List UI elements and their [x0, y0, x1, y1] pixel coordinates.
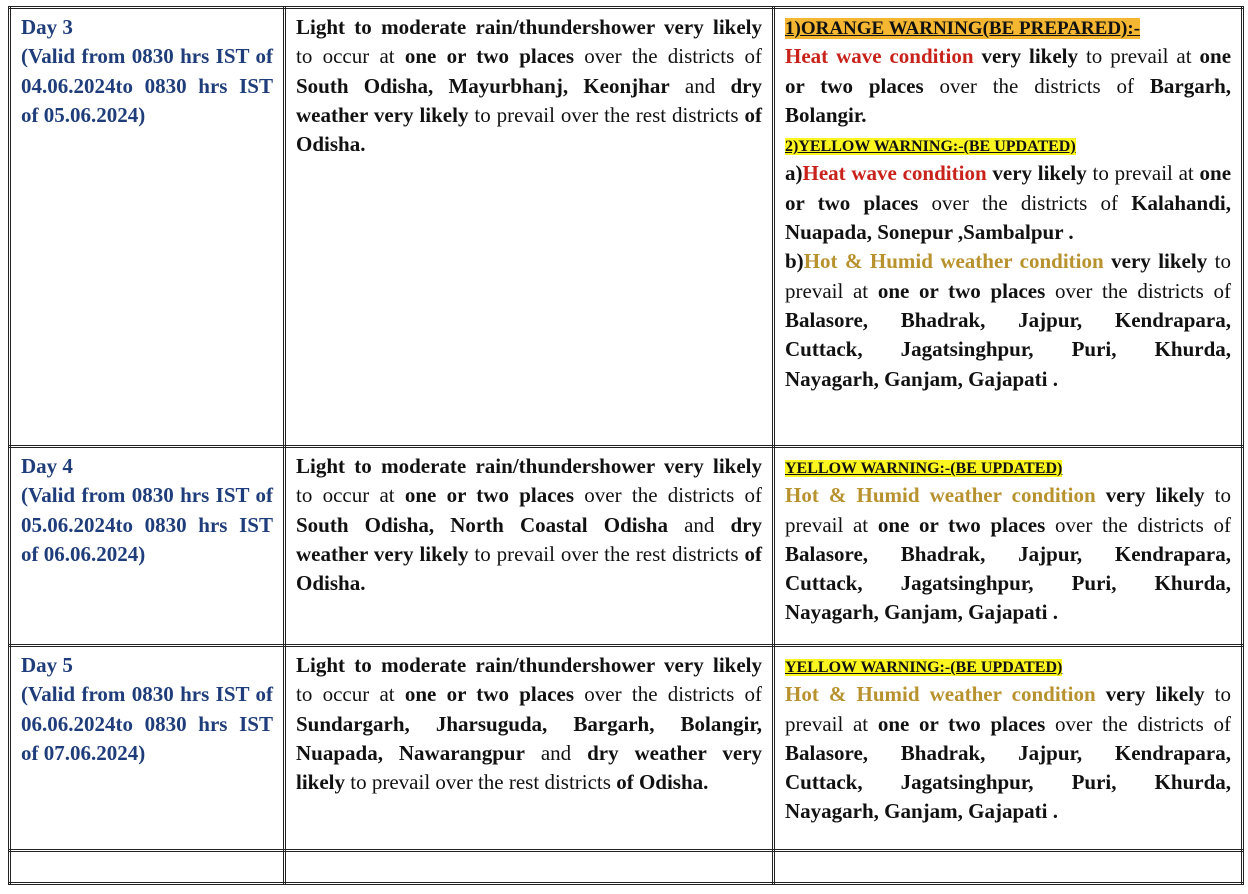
orange-warning-badge: 1)ORANGE WARNING(BE PREPARED):-: [785, 18, 1141, 39]
warning-places: one or two places: [785, 44, 1232, 98]
warning-text: to prevail at: [785, 483, 1231, 537]
forecast-phrase: Light to moderate rain/thundershower very likely: [296, 454, 762, 478]
warning-text: over the districts of: [1045, 711, 1231, 736]
forecast-phrase: Light to moderate rain/thundershower very likely: [296, 15, 762, 39]
hot-humid-label: Hot & Humid weather condition: [785, 682, 1096, 707]
hot-humid-label: Hot & Humid weather condition: [785, 483, 1096, 508]
forecast-places: one or two places: [404, 483, 575, 508]
warning-text: over the districts of: [918, 190, 1132, 215]
table-row: [10, 646, 1243, 851]
day-label: Day 3: [21, 15, 73, 39]
warning-likelihood: very likely: [973, 44, 1079, 69]
warning-text: over the districts of: [923, 73, 1150, 98]
forecast-text: over the districts of: [574, 44, 762, 69]
forecast-tail: of Odisha.: [296, 102, 762, 157]
warning-cell: [774, 8, 1243, 447]
forecast-districts: South Odisha, North Coastal Odisha: [296, 512, 668, 537]
forecast-text: to prevail over the rest districts: [468, 102, 745, 127]
forecast-text: over the districts of: [574, 682, 762, 707]
validity-period: (Valid from 0830 hrs IST of 06.06.2024to 0830 hrs IST of 07.06.2024): [21, 682, 273, 765]
day-cell: [10, 447, 285, 646]
dry-weather-phrase: dry weather very likely: [296, 73, 762, 127]
validity-period: (Valid from 0830 hrs IST of 05.06.2024to 0830 hrs IST of 06.06.2024): [21, 483, 273, 566]
forecast-text: to occur at: [296, 44, 405, 69]
forecast-text: and: [667, 512, 731, 537]
forecast-table: [8, 6, 1244, 885]
forecast-tail: of Odisha.: [296, 541, 762, 596]
warning-likelihood: very likely: [1095, 483, 1205, 508]
warning-likelihood: very likely: [986, 161, 1087, 186]
forecast-phrase: Light to moderate rain/thundershower very likely: [296, 653, 762, 677]
yellow-warning-badge: YELLOW WARNING:-(BE UPDATED): [785, 460, 1063, 477]
warning-text: to prevail at: [1086, 161, 1200, 186]
forecast-text: to occur at: [296, 483, 405, 508]
warning-cell: [774, 447, 1243, 646]
warning-districts: Kalahandi, Nuapada, Sonepur ,Sambalpur .: [785, 190, 1231, 245]
warning-cell: [774, 851, 1243, 884]
day-cell: [10, 646, 285, 851]
forecast-tail: of Odisha.: [616, 770, 709, 795]
day-cell: [10, 8, 285, 447]
warning-cell: [774, 646, 1243, 851]
warning-text: to prevail at: [1078, 44, 1200, 69]
warning-districts: Bargarh, Bolangir.: [785, 73, 1231, 127]
table-row: [10, 851, 1243, 884]
heat-wave-label: Heat wave condition: [802, 161, 987, 186]
yellow-warning-badge: 2)YELLOW WARNING:-(BE UPDATED): [785, 138, 1076, 156]
warning-text: over the districts of: [1045, 512, 1231, 537]
hot-humid-label: Hot & Humid weather condition: [803, 249, 1104, 274]
warning-text: to prevail at: [785, 682, 1231, 736]
warning-districts: Balasore, Bhadrak, Jajpur, Kendrapara, Cuttack, Jagatsinghpur, Puri, Khurda, Nayagarh, Ganjam, Gajapati .: [785, 307, 1231, 391]
forecast-places: one or two places: [404, 44, 575, 69]
table-row: [10, 447, 1243, 646]
warning-likelihood: very likely: [1095, 682, 1205, 707]
forecast-cell: [285, 8, 774, 447]
warning-likelihood: very likely: [1103, 249, 1208, 274]
forecast-text: over the districts of: [574, 483, 762, 508]
forecast-cell: [285, 851, 774, 884]
day-cell: [10, 851, 285, 884]
day-label: Day 5: [21, 653, 73, 677]
warning-places: one or two places: [877, 278, 1046, 303]
forecast-text: to prevail over the rest districts: [345, 770, 617, 795]
yellow-warning-badge: YELLOW WARNING:-(BE UPDATED): [785, 659, 1063, 676]
day-label: Day 4: [21, 454, 73, 478]
item-label: b): [785, 249, 804, 274]
forecast-places: one or two places: [404, 682, 575, 707]
warning-text: to prevail at: [785, 249, 1231, 303]
forecast-text: and: [524, 740, 588, 765]
warning-places: one or two places: [785, 161, 1232, 215]
dry-weather-phrase: dry weather very likely: [296, 740, 763, 795]
table-row: [10, 8, 1243, 447]
validity-period: (Valid from 0830 hrs IST of 04.06.2024to 0830 hrs IST of 05.06.2024): [21, 44, 273, 127]
forecast-districts: Sundargarh, Jharsuguda, Bargarh, Bolangir, Nuapada, Nawarangpur: [296, 711, 762, 765]
heat-wave-label: Heat wave condition: [785, 44, 974, 69]
warning-districts: Balasore, Bhadrak, Jajpur, Kendrapara, Cuttack, Jagatsinghpur, Puri, Khurda, Nayagarh, Ganjam, Gajapati .: [785, 740, 1231, 824]
dry-weather-phrase: dry weather very likely: [296, 512, 762, 566]
warning-text: over the districts of: [1045, 278, 1231, 303]
warning-districts: Balasore, Bhadrak, Jajpur, Kendrapara, Cuttack, Jagatsinghpur, Puri, Khurda, Nayagarh, Ganjam, Gajapati .: [785, 541, 1231, 625]
forecast-districts: South Odisha, Mayurbhanj, Keonjhar: [296, 73, 670, 98]
forecast-text: to occur at: [296, 682, 405, 707]
forecast-text: to prevail over the rest districts: [468, 541, 745, 566]
forecast-cell: [285, 447, 774, 646]
warning-places: one or two places: [877, 512, 1046, 537]
warning-places: one or two places: [877, 711, 1046, 736]
item-label: a): [785, 161, 803, 186]
forecast-text: and: [669, 73, 731, 98]
forecast-cell: [285, 646, 774, 851]
